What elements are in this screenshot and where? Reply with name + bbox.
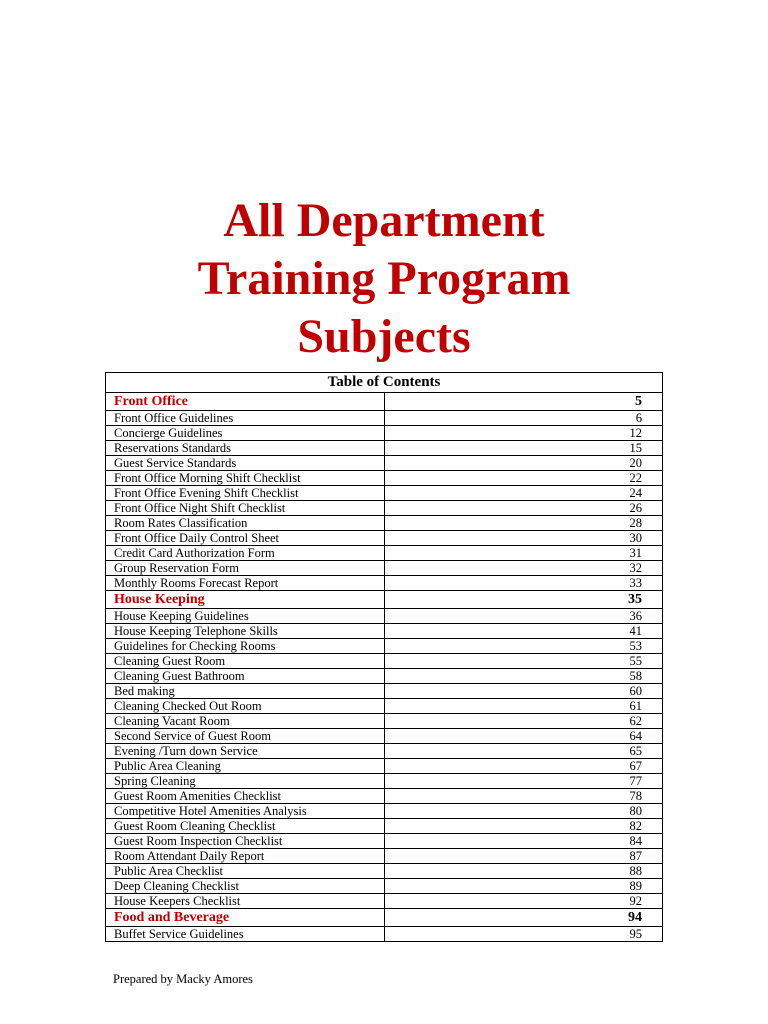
toc-entry-title: Monthly Rooms Forecast Report <box>106 576 385 591</box>
toc-section-title: Front Office <box>106 393 385 411</box>
toc-row <box>106 471 663 486</box>
toc-row <box>106 441 663 456</box>
toc-row <box>106 411 663 426</box>
toc-page-number: 36 <box>384 609 663 624</box>
toc-row <box>106 639 663 654</box>
toc-row <box>106 684 663 699</box>
toc-page-number: 55 <box>384 654 663 669</box>
toc-page-number: 24 <box>384 486 663 501</box>
toc-page-number: 94 <box>384 909 663 927</box>
toc-section-title: Food and Beverage <box>106 909 385 927</box>
toc-row <box>106 531 663 546</box>
toc-page-number: 64 <box>384 729 663 744</box>
toc-row <box>106 426 663 441</box>
toc-page-number: 22 <box>384 471 663 486</box>
toc-page-number: 77 <box>384 774 663 789</box>
toc-row <box>106 576 663 591</box>
toc-row <box>106 744 663 759</box>
toc-page-number: 35 <box>384 591 663 609</box>
toc-entry-title: Deep Cleaning Checklist <box>106 879 385 894</box>
toc-entry-title: Guest Room Cleaning Checklist <box>106 819 385 834</box>
toc-page-number: 41 <box>384 624 663 639</box>
toc-page-number: 88 <box>384 864 663 879</box>
toc-entry-title: Cleaning Checked Out Room <box>106 699 385 714</box>
toc-section-row <box>106 393 663 411</box>
toc-page-number: 78 <box>384 789 663 804</box>
toc-page-number: 65 <box>384 744 663 759</box>
toc-entry-title: Front Office Evening Shift Checklist <box>106 486 385 501</box>
toc-page-number: 67 <box>384 759 663 774</box>
toc-section-title: House Keeping <box>106 591 385 609</box>
toc-entry-title: Reservations Standards <box>106 441 385 456</box>
toc-row <box>106 894 663 909</box>
toc-section-row <box>106 591 663 609</box>
toc-heading: Table of Contents <box>106 373 663 393</box>
toc-entry-title: House Keepers Checklist <box>106 894 385 909</box>
toc-row <box>106 516 663 531</box>
toc-row <box>106 789 663 804</box>
toc-row <box>106 486 663 501</box>
toc-row <box>106 546 663 561</box>
table-of-contents <box>105 372 663 942</box>
title-line-2: Training Program <box>197 252 571 305</box>
toc-page-number: 32 <box>384 561 663 576</box>
toc-entry-title: Public Area Checklist <box>106 864 385 879</box>
toc-header-row <box>106 373 663 393</box>
document-title <box>0 192 768 366</box>
toc-page-number: 26 <box>384 501 663 516</box>
toc-entry-title: Guest Room Inspection Checklist <box>106 834 385 849</box>
toc-page-number: 82 <box>384 819 663 834</box>
toc-entry-title: Concierge Guidelines <box>106 426 385 441</box>
toc-row <box>106 561 663 576</box>
toc-entry-title: Bed making <box>106 684 385 699</box>
toc-row <box>106 804 663 819</box>
toc-row <box>106 774 663 789</box>
toc-row <box>106 669 663 684</box>
toc-page-number: 30 <box>384 531 663 546</box>
toc-page-number: 58 <box>384 669 663 684</box>
toc-section-row <box>106 909 663 927</box>
toc-entry-title: Cleaning Vacant Room <box>106 714 385 729</box>
toc-row <box>106 714 663 729</box>
toc-entry-title: Spring Cleaning <box>106 774 385 789</box>
toc-page-number: 31 <box>384 546 663 561</box>
toc-entry-title: Buffet Service Guidelines <box>106 927 385 942</box>
toc-row <box>106 456 663 471</box>
toc-entry-title: Front Office Night Shift Checklist <box>106 501 385 516</box>
toc-entry-title: Public Area Cleaning <box>106 759 385 774</box>
toc-row <box>106 501 663 516</box>
toc-entry-title: Room Attendant Daily Report <box>106 849 385 864</box>
toc-entry-title: Guidelines for Checking Rooms <box>106 639 385 654</box>
toc-entry-title: Guest Service Standards <box>106 456 385 471</box>
toc-page-number: 89 <box>384 879 663 894</box>
toc-row <box>106 654 663 669</box>
toc-entry-title: Credit Card Authorization Form <box>106 546 385 561</box>
toc-row <box>106 609 663 624</box>
toc-body <box>106 393 663 942</box>
toc-page-number: 53 <box>384 639 663 654</box>
toc-page-number: 95 <box>384 927 663 942</box>
toc-row <box>106 879 663 894</box>
toc-page-number: 12 <box>384 426 663 441</box>
toc-entry-title: Competitive Hotel Amenities Analysis <box>106 804 385 819</box>
title-line-3: Subjects <box>297 310 471 363</box>
toc-entry-title: Front Office Daily Control Sheet <box>106 531 385 546</box>
toc-page-number: 62 <box>384 714 663 729</box>
toc-entry-title: Guest Room Amenities Checklist <box>106 789 385 804</box>
toc-page-number: 60 <box>384 684 663 699</box>
toc-entry-title: Cleaning Guest Bathroom <box>106 669 385 684</box>
toc-entry-title: Room Rates Classification <box>106 516 385 531</box>
toc-page-number: 20 <box>384 456 663 471</box>
toc-entry-title: Second Service of Guest Room <box>106 729 385 744</box>
toc-page-number: 33 <box>384 576 663 591</box>
toc-entry-title: Group Reservation Form <box>106 561 385 576</box>
toc-row <box>106 624 663 639</box>
toc-entry-title: Cleaning Guest Room <box>106 654 385 669</box>
toc-row <box>106 864 663 879</box>
toc-page-number: 92 <box>384 894 663 909</box>
toc-entry-title: Evening /Turn down Service <box>106 744 385 759</box>
toc-page-number: 80 <box>384 804 663 819</box>
toc-row <box>106 729 663 744</box>
toc-row <box>106 819 663 834</box>
toc-row <box>106 849 663 864</box>
toc-page-number: 84 <box>384 834 663 849</box>
toc-page-number: 87 <box>384 849 663 864</box>
toc-row <box>106 759 663 774</box>
toc-entry-title: Front Office Morning Shift Checklist <box>106 471 385 486</box>
toc-row <box>106 834 663 849</box>
footer-prepared-by: Prepared by Macky Amores <box>113 972 253 986</box>
toc-entry-title: House Keeping Telephone Skills <box>106 624 385 639</box>
toc-page-number: 5 <box>384 393 663 411</box>
toc-page-number: 6 <box>384 411 663 426</box>
toc-row <box>106 699 663 714</box>
title-line-1: All Department <box>223 194 545 247</box>
toc-page-number: 61 <box>384 699 663 714</box>
toc-entry-title: Front Office Guidelines <box>106 411 385 426</box>
toc-row <box>106 927 663 942</box>
toc-entry-title: House Keeping Guidelines <box>106 609 385 624</box>
toc-page-number: 28 <box>384 516 663 531</box>
toc-page-number: 15 <box>384 441 663 456</box>
